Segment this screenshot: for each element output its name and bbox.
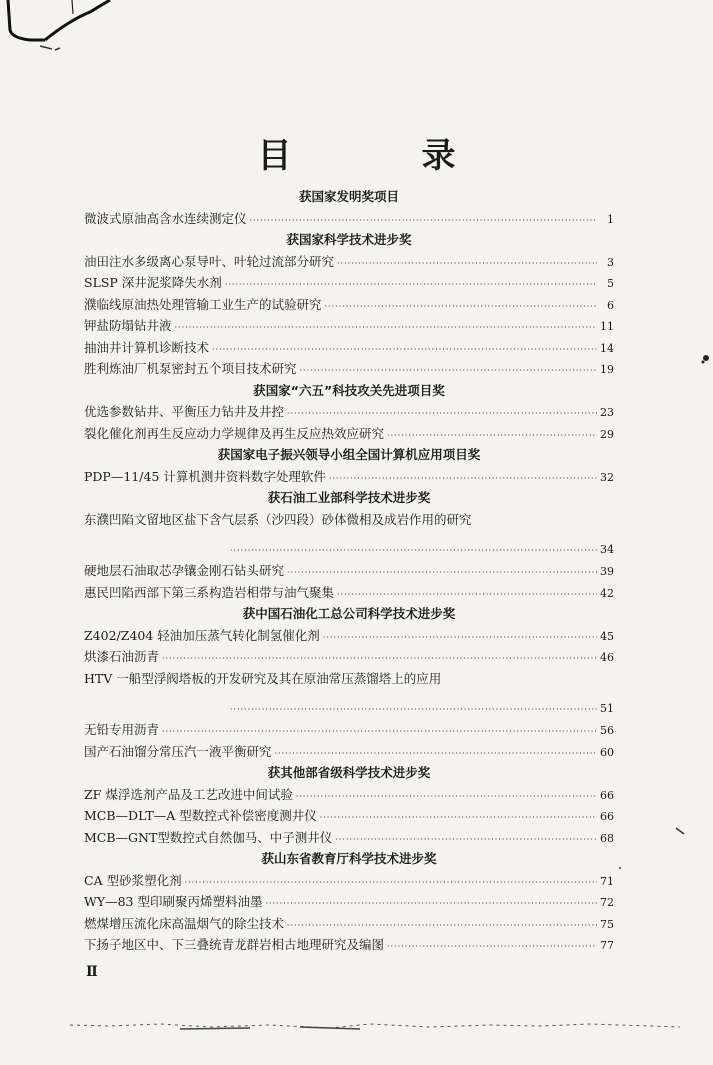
dot-leader — [265, 893, 597, 915]
toc-entry[interactable] — [84, 208, 614, 230]
toc-entry-title: CA 型砂浆塑化剂 — [84, 872, 182, 888]
toc-entry-title: 钾盐防塌钻井液 — [84, 318, 172, 333]
toc-entry-title: MCB—GNT型数控式自然伽马、中子测井仪 — [84, 829, 333, 845]
toc-entry-page: 71 — [600, 874, 614, 888]
section-heading: 获石油工业部科学技术进步奖 — [267, 490, 431, 505]
toc-entry-page: 66 — [600, 810, 614, 823]
toc-entry[interactable] — [84, 870, 614, 892]
section-heading: 获国家科学技术进步奖 — [286, 232, 412, 247]
dot-leader — [320, 807, 597, 829]
dot-leader — [323, 627, 597, 649]
toc-entry-title: 东濮凹陷文留地区盐下含气层系（沙四段）砂体微相及成岩作用的研究 — [84, 511, 472, 527]
toc-entry[interactable] — [84, 934, 614, 956]
toc-entry-title: SLSP 深井泥浆降失水剂 — [84, 275, 222, 290]
section-heading: 获国家“六五”科技攻关先进项目奖 — [253, 382, 445, 398]
toc-entry-page: 1 — [607, 212, 614, 226]
toc-entry-title: HTV 一船型浮阀塔板的开发研究及其在原油常压蒸馏塔上的应用 — [84, 670, 442, 686]
toc-entry[interactable] — [84, 509, 614, 531]
toc-entry[interactable] — [84, 784, 614, 806]
page-title: 目 录 — [257, 136, 504, 176]
dot-leader — [230, 699, 597, 721]
toc-entry[interactable] — [84, 582, 614, 604]
toc-entry-title: ZF 煤浮选剂产品及工艺改进中间试验 — [84, 786, 293, 802]
toc-entry-page: 66 — [600, 788, 614, 802]
toc-entry[interactable] — [84, 625, 614, 647]
toc-entry-title: 国产石油馏分常压汽一液平衡研究 — [84, 743, 272, 759]
dot-leader — [230, 540, 597, 562]
toc-entry-title: 无铅专用沥青 — [84, 722, 160, 737]
toc-entry-page: 42 — [600, 586, 614, 600]
toc-entry[interactable] — [84, 913, 614, 935]
dot-leader — [287, 562, 597, 584]
toc-entry[interactable] — [84, 272, 614, 294]
toc-entry[interactable] — [84, 466, 614, 488]
dot-leader — [300, 360, 597, 382]
dot-leader — [275, 743, 597, 765]
dot-leader — [387, 425, 597, 447]
toc-entry-page: 19 — [600, 363, 614, 376]
toc-entry-page: 72 — [600, 896, 614, 909]
dot-leader — [225, 274, 597, 296]
toc-entry-title: 惠民凹陷西部下第三系构造岩相带与油气聚集 — [84, 584, 335, 600]
dot-leader — [162, 721, 597, 743]
dot-leader — [387, 936, 597, 958]
toc-entry-title: 裂化催化剂再生反应动力学规律及再生反应热效应研究 — [84, 425, 385, 441]
toc-entry-title: 硬地层石油取芯孕镶金刚石钻头研究 — [84, 563, 285, 578]
scan-corner-mark — [0, 0, 140, 70]
section-heading: 获山东省教育厅科学技术进步奖 — [261, 851, 437, 866]
toc-entry-page: 5 — [607, 277, 614, 290]
toc-entry-page: 51 — [600, 701, 614, 715]
toc-entry-page: 45 — [600, 629, 614, 643]
table-of-contents — [84, 186, 614, 956]
toc-entry[interactable] — [84, 358, 614, 380]
dot-leader — [185, 872, 597, 894]
dot-leader — [287, 403, 597, 425]
dot-leader — [329, 468, 597, 490]
toc-entry-title: 濮临线原油热处理管输工业生产的试验研究 — [84, 296, 322, 312]
toc-entry[interactable] — [84, 560, 614, 582]
dot-leader — [337, 584, 597, 606]
toc-entry-title: 下扬子地区中、下三叠统青龙群岩相古地理研究及编图 — [84, 937, 385, 952]
toc-entry-page: 75 — [600, 917, 614, 931]
toc-entry-title: Z402/Z404 轻油加压蒸气转化制氢催化剂 — [84, 627, 320, 643]
toc-entry-page: 56 — [600, 724, 614, 737]
dot-leader — [296, 786, 597, 808]
section-heading: 获国家发明奖项目 — [298, 189, 399, 204]
toc-entry[interactable] — [84, 719, 614, 741]
toc-entry[interactable] — [84, 423, 614, 445]
dot-leader — [287, 915, 597, 937]
toc-entry-leader — [84, 539, 614, 561]
toc-entry[interactable] — [84, 401, 614, 423]
toc-entry-title: 优选参数钻井、平衡压力钻井及井控 — [84, 404, 285, 419]
toc-entry-title: 微波式原油高含水连续测定仪 — [84, 210, 247, 226]
toc-entry-page: 34 — [600, 542, 614, 556]
toc-entry-page: 11 — [600, 320, 614, 333]
toc-entry-page: 32 — [600, 470, 614, 484]
section-heading: 获中国石油化工总公司科学技术进步奖 — [242, 606, 456, 621]
section-heading: 获其他部省级科学技术进步奖 — [267, 765, 431, 780]
toc-entry-title: WY—83 型印刷聚丙烯塑料油墨 — [84, 894, 263, 909]
toc-entry-title: 胜利炼油厂机泵密封五个项目技术研究 — [84, 361, 297, 376]
dot-leader — [212, 339, 597, 361]
page-number: Ⅱ — [86, 964, 98, 980]
toc-entry-page: 68 — [600, 831, 614, 845]
toc-entry-leader — [84, 698, 614, 720]
toc-entry-title: MCB—DLT—A 型数控式补偿密度测井仪 — [84, 808, 317, 823]
toc-entry-page: 39 — [600, 565, 614, 578]
toc-entry[interactable] — [84, 251, 614, 273]
toc-entry-page: 77 — [600, 939, 614, 952]
dot-leader — [175, 317, 597, 339]
scan-bottom-noise — [70, 1015, 680, 1033]
toc-entry[interactable] — [84, 646, 614, 668]
toc-entry[interactable] — [84, 337, 614, 359]
toc-entry[interactable] — [84, 805, 614, 827]
dot-leader — [250, 210, 597, 232]
dot-leader — [335, 829, 597, 851]
toc-entry[interactable] — [84, 741, 614, 763]
toc-entry-page: 60 — [600, 745, 614, 759]
toc-entry-title: 烘漆石油沥青 — [84, 649, 160, 664]
toc-entry-page: 23 — [600, 406, 614, 419]
toc-entry-page: 3 — [607, 255, 614, 269]
toc-entry[interactable] — [84, 315, 614, 337]
toc-entry-page: 29 — [600, 427, 614, 441]
section-heading: 获国家电子振兴领导小组全国计算机应用项目奖 — [217, 447, 481, 462]
toc-entry[interactable] — [84, 827, 614, 849]
dot-leader — [337, 253, 597, 275]
dot-leader — [325, 296, 597, 318]
toc-entry-page: 14 — [600, 341, 614, 355]
toc-entry-page: 6 — [607, 298, 614, 312]
toc-entry-title: PDP—11/45 计算机测井资料数字处理软件 — [84, 468, 326, 484]
toc-entry-title: 油田注水多级离心泵导叶、叶轮过流部分研究 — [84, 253, 335, 269]
dot-leader — [162, 648, 597, 670]
toc-entry-title: 抽油井计算机诊断技术 — [84, 339, 210, 355]
toc-entry-title: 燃煤增压流化床高温烟气的除尘技术 — [84, 915, 285, 931]
toc-entry[interactable] — [84, 668, 614, 690]
toc-entry[interactable] — [84, 891, 614, 913]
toc-entry-page: 46 — [600, 651, 614, 664]
toc-entry[interactable] — [84, 294, 614, 316]
